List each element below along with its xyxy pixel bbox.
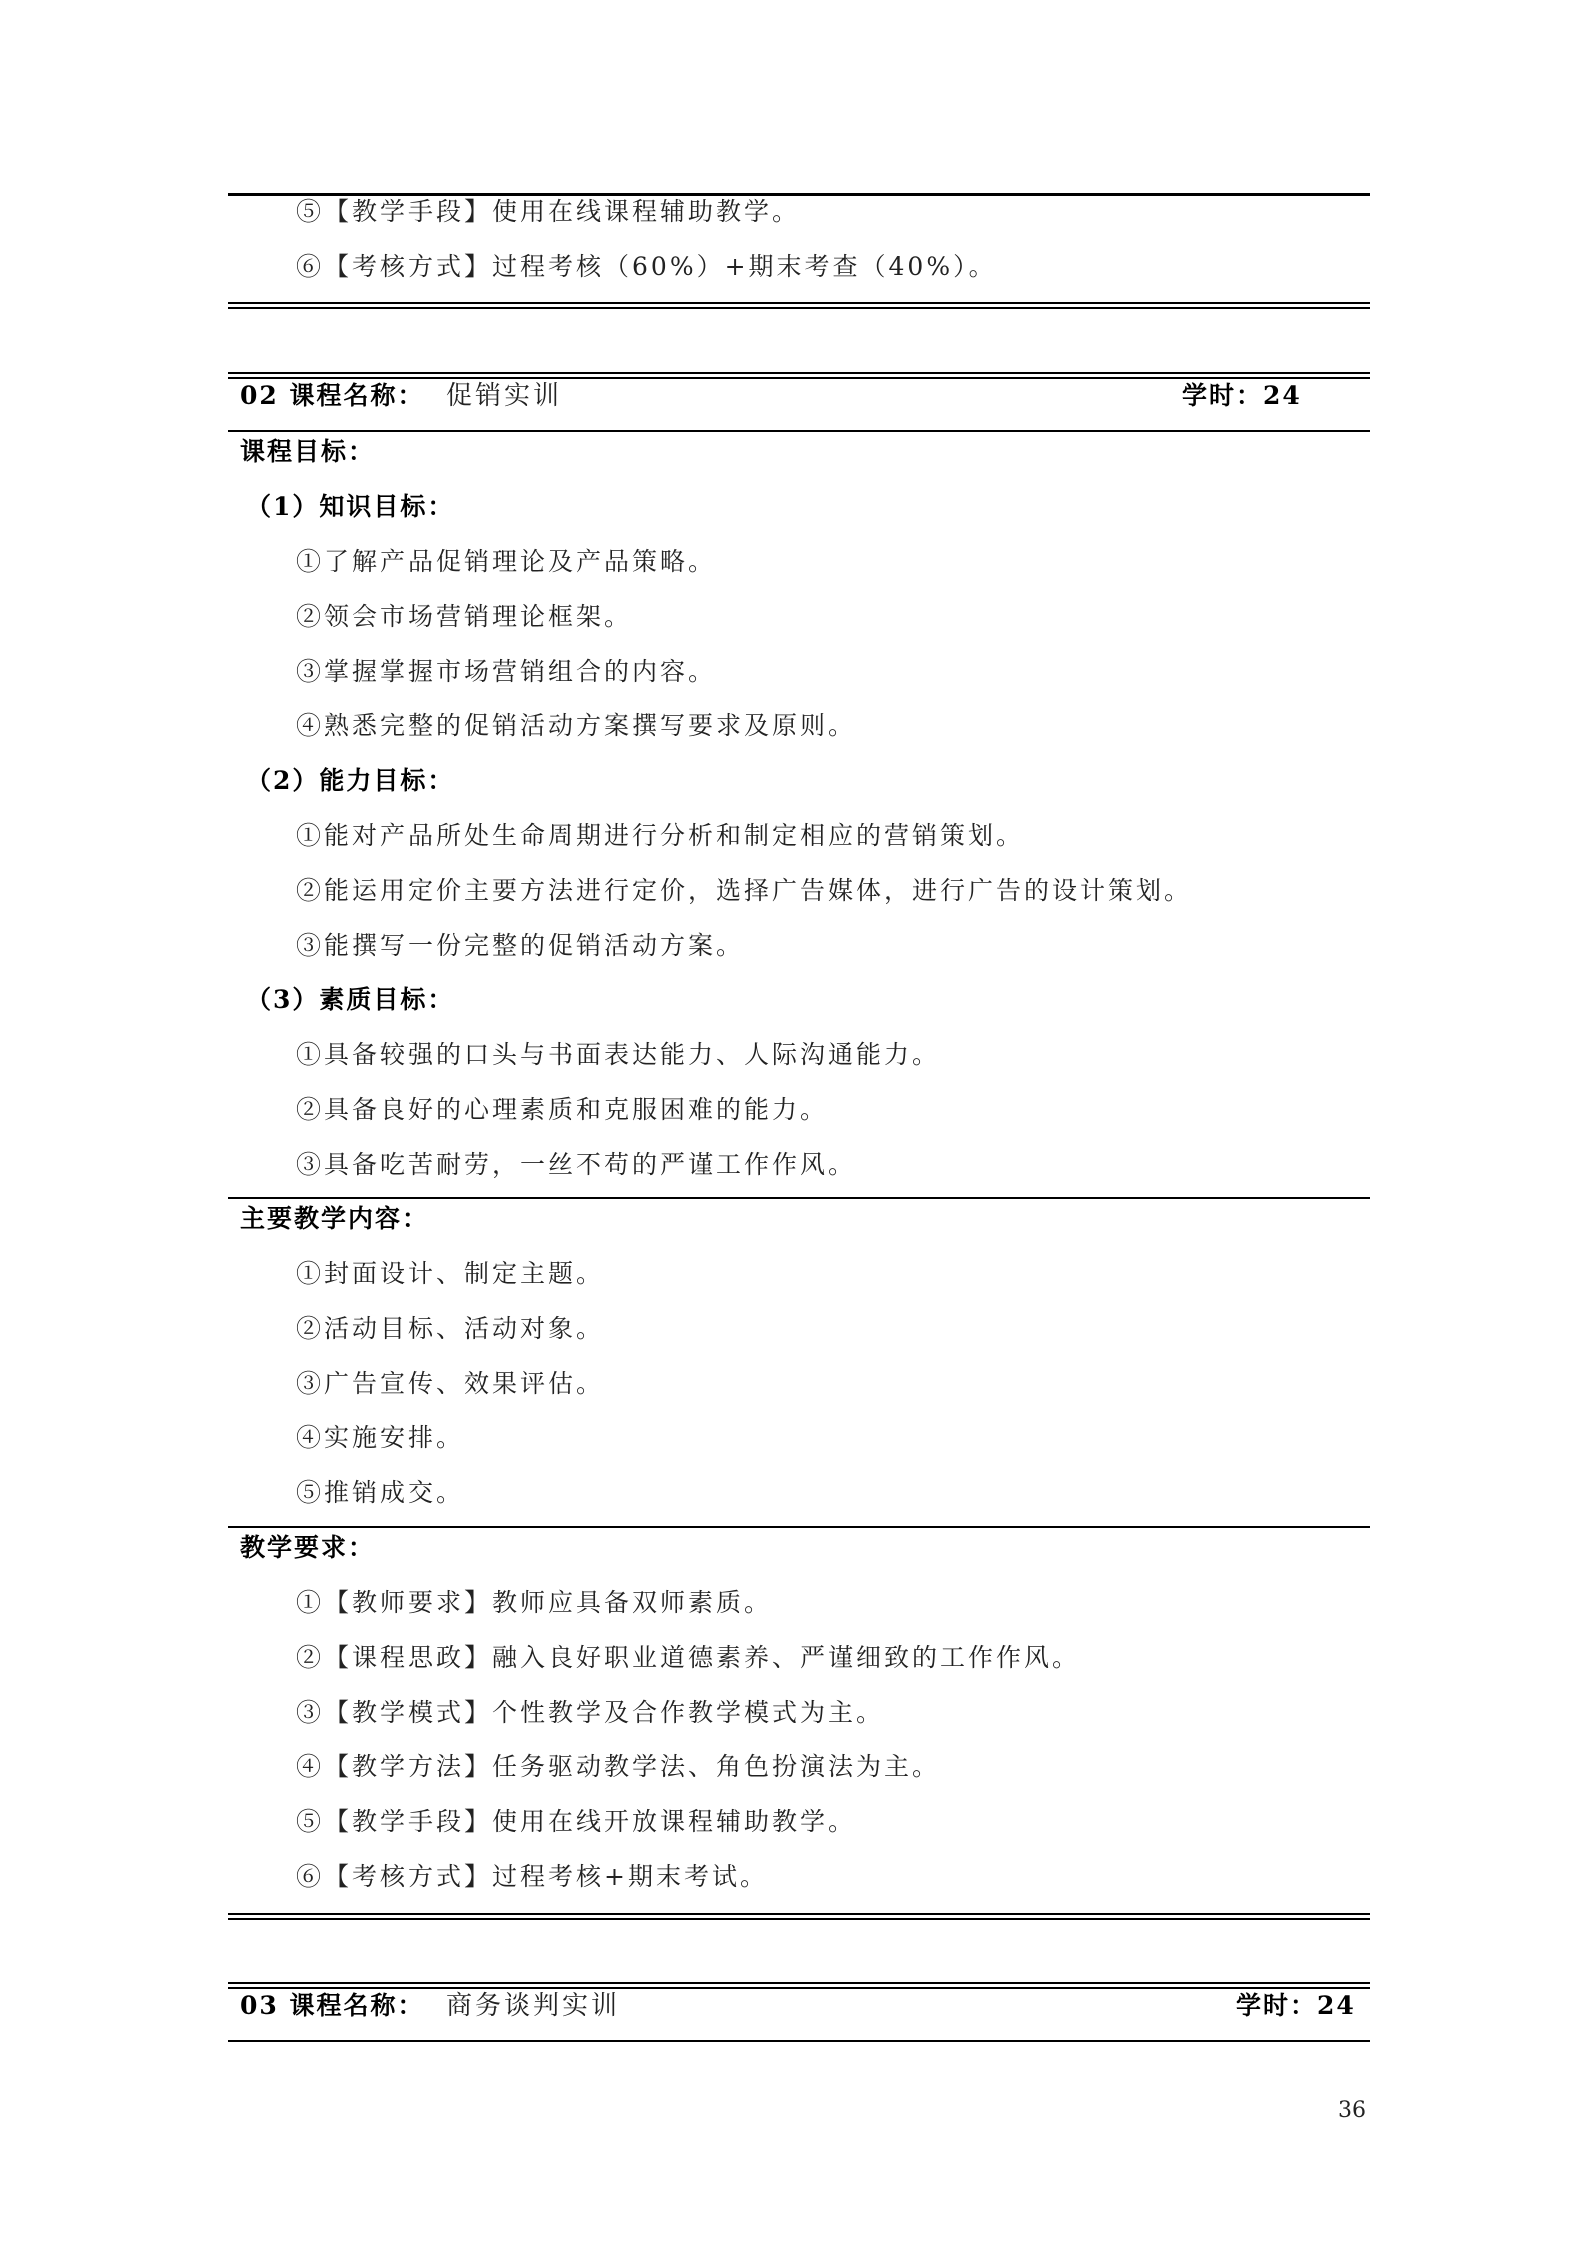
course-label: 03 课程名称： <box>240 1991 425 2020</box>
list-item: ⑤【教学手段】使用在线开放课程辅助教学。 <box>296 1807 857 1836</box>
course-header-rule <box>228 1987 1370 1989</box>
list-item: ②具备良好的心理素质和克服困难的能力。 <box>296 1095 829 1124</box>
section-bottom-rule <box>228 302 1370 304</box>
list-item: ②能运用定价主要方法进行定价，选择广告媒体，进行广告的设计策划。 <box>296 876 1193 905</box>
course-header-rule <box>228 377 1370 379</box>
row-divider <box>228 1197 1370 1199</box>
row-divider <box>228 430 1370 432</box>
list-item: ①封面设计、制定主题。 <box>296 1259 605 1288</box>
list-item: ⑤【教学手段】使用在线课程辅助教学。 <box>296 197 801 226</box>
row-divider <box>228 2040 1370 2042</box>
list-item: ①了解产品促销理论及产品策略。 <box>296 547 717 576</box>
list-item: ①能对产品所处生命周期进行分析和制定相应的营销策划。 <box>296 821 1025 850</box>
course-name: 促销实训 <box>446 381 563 411</box>
list-item: ②【课程思政】融入良好职业道德素养、严谨细致的工作作风。 <box>296 1643 1081 1672</box>
list-item: ①【教师要求】教师应具备双师素质。 <box>296 1588 773 1617</box>
requirements-heading: 教学要求： <box>240 1533 376 1562</box>
course-header-rule <box>228 1982 1370 1984</box>
course-header-rule <box>228 372 1370 374</box>
list-item: ①具备较强的口头与书面表达能力、人际沟通能力。 <box>296 1040 941 1069</box>
row-divider <box>228 1526 1370 1528</box>
list-item: ④实施安排。 <box>296 1423 465 1452</box>
knowledge-heading: （1）知识目标： <box>246 492 455 521</box>
section-bottom-rule <box>228 307 1370 309</box>
list-item: ②领会市场营销理论框架。 <box>296 602 633 631</box>
list-item: ④熟悉完整的促销活动方案撰写要求及原则。 <box>296 711 857 740</box>
list-item: ④【教学方法】任务驱动教学法、角色扮演法为主。 <box>296 1752 941 1781</box>
course-label: 02 课程名称： <box>240 381 425 410</box>
section-bottom-rule <box>228 1913 1370 1915</box>
content-heading: 主要教学内容： <box>240 1204 430 1233</box>
list-item: ⑤推销成交。 <box>296 1478 465 1507</box>
list-item: ③能撰写一份完整的促销活动方案。 <box>296 931 745 960</box>
list-item: ⑥【考核方式】过程考核（60%）+期末考查（40%）。 <box>296 252 997 281</box>
list-item: ③掌握掌握市场营销组合的内容。 <box>296 657 717 686</box>
course-name: 商务谈判实训 <box>446 1991 621 2021</box>
course-hours: 学时：24 <box>1182 381 1302 410</box>
course-hours: 学时：24 <box>1236 1991 1356 2020</box>
list-item: ⑥【考核方式】过程考核+期末考试。 <box>296 1862 768 1891</box>
objectives-heading: 课程目标： <box>240 437 376 466</box>
list-item: ③具备吃苦耐劳，一丝不苟的严谨工作作风。 <box>296 1150 857 1179</box>
ability-heading: （2）能力目标： <box>246 766 455 795</box>
list-item: ③广告宣传、效果评估。 <box>296 1369 605 1398</box>
list-item: ②活动目标、活动对象。 <box>296 1314 605 1343</box>
quality-heading: （3）素质目标： <box>246 985 455 1014</box>
section-bottom-rule <box>228 1918 1370 1920</box>
list-item: ③【教学模式】个性教学及合作教学模式为主。 <box>296 1698 885 1727</box>
page-number: 36 <box>1338 2098 1366 2123</box>
